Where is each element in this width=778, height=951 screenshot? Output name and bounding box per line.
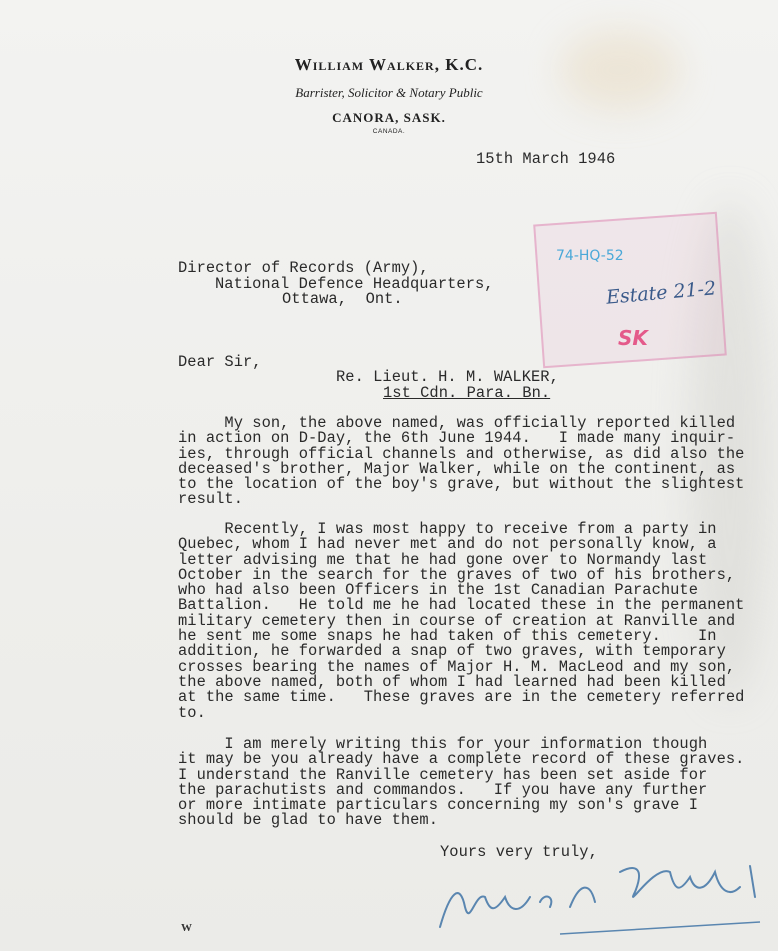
recipient-line: National Defence Headquarters, [215, 275, 494, 293]
text-line: deceased's brother, Major Walker, while on the continent, as [178, 459, 736, 478]
handwritten-signature [420, 862, 778, 942]
text-line: who had also been Officers in the 1st Canadian Parachute [178, 581, 699, 600]
text-line: I understand the Ranville cemetery has been set aside for [178, 765, 708, 784]
text-line: ies, through official channels and otherwise, as did also the [178, 444, 745, 463]
text-line: addition, he forwarded a snap of two graves, with temporary [178, 642, 726, 661]
text-line: October in the search for the graves of two of his brothers, [178, 565, 736, 584]
text-line: the parachutists and commandos. If you have any further [178, 780, 708, 799]
recipient-line: Ottawa, Ont. [282, 290, 403, 308]
text-line: I am merely writing this for your information though [178, 735, 708, 753]
text-line: to. [178, 703, 206, 722]
text-line: he sent me some snaps he had taken of this cemetery. In [178, 627, 717, 646]
text-line: My son, the above named, was officially reported killed [178, 414, 736, 432]
text-line: military cemetery then in course of creation at Ranville and [178, 611, 736, 630]
paragraph-1 [178, 416, 744, 508]
letterhead-country: CANADA. [372, 128, 406, 135]
recipient-line: Director of Records (Army), [178, 259, 429, 277]
text-line: to the location of the boy's grave, but without the slightest [178, 475, 745, 494]
letterhead-name: William Walker, K.C. [294, 55, 484, 74]
text-line: or more intimate particulars concerning my son's grave I [178, 796, 699, 815]
paragraph-2 [178, 522, 744, 721]
text-line: Quebec, whom I had never met and do not personally know, a [178, 535, 717, 554]
reference-line: Re. Lieut. H. M. WALKER, [336, 368, 559, 386]
footer-mark: W [181, 922, 192, 934]
salutation: Dear Sir, [178, 353, 262, 371]
file-number-annotation: 74-HQ-52 [556, 248, 624, 264]
handwritten-annotation: Estate 21-2 [605, 277, 717, 309]
text-line: result. [178, 490, 244, 509]
text-line: the above named, both of whom I had learned had been killed [178, 672, 726, 691]
closing: Yours very truly, [440, 843, 598, 861]
paragraph-3 [178, 737, 744, 829]
letterhead-city: CANORA, SASK. [332, 110, 446, 125]
text-line: Battalion. He told me he had located these in the permanent [178, 596, 745, 615]
reference-line: 1st Cdn. Para. Bn. [383, 384, 551, 402]
text-line: should be glad to have them. [178, 811, 439, 830]
text-line: letter advising me that he had gone over to Normandy last [178, 550, 708, 569]
text-line: in action on D-Day, the 6th June 1944. I made many inquir- [178, 429, 736, 448]
text-line: at the same time. These graves are in the cemetery referred [178, 688, 745, 707]
letter-date: 15th March 1946 [476, 150, 616, 168]
text-line: it may be you already have a complete record of these graves. [178, 750, 745, 769]
text-line: Recently, I was most happy to receive from a party in [178, 520, 717, 538]
letterhead-profession: Barrister, Solicitor & Notary Public [295, 85, 483, 100]
text-line: crosses bearing the names of Major H. M. MacLeod and my son, [178, 657, 736, 676]
initials-annotation: SK [618, 326, 648, 350]
